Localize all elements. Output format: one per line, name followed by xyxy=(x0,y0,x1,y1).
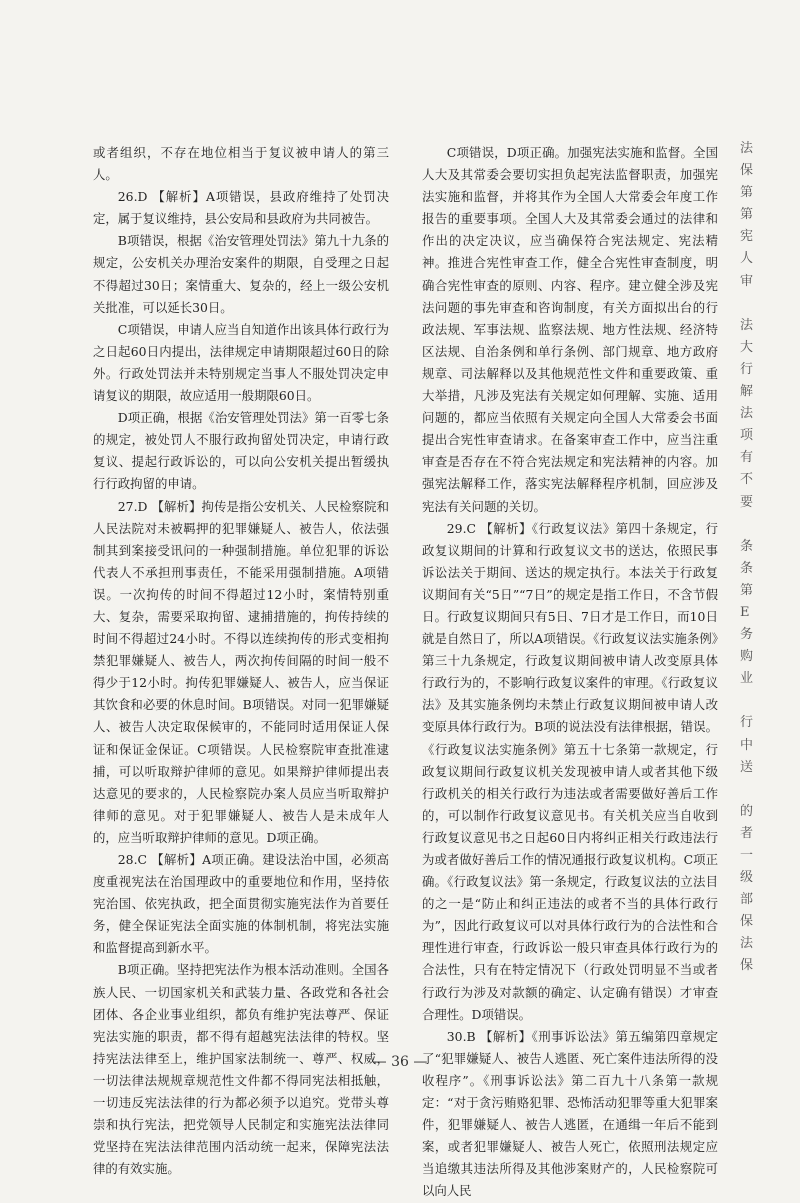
edge-glyph: 业 xyxy=(740,671,754,687)
edge-glyph xyxy=(740,514,780,536)
edge-glyph: 项 xyxy=(740,428,754,444)
edge-glyph: 部 xyxy=(740,892,754,908)
next-page-edge xyxy=(740,138,780,978)
edge-glyph: 务 xyxy=(740,627,754,643)
edge-glyph: 的 xyxy=(740,803,754,819)
edge-glyph: 保 xyxy=(740,914,754,930)
edge-glyph: 第 xyxy=(740,185,754,201)
edge-glyph: 宪 xyxy=(740,229,754,245)
paragraph: 27.D 【解析】拘传是指公安机关、人民检察院和人民法院对未被羁押的犯罪嫌疑人、被告人，依法强制其到案接受讯问的一种强制措施。单位犯罪的诉讼代表人不承担刑事责任，不能采用强制措施。A项错误。一次拘传的时间不得超过12小时，案情特别重大、复杂，需要采取拘留、逮捕措施的，拘传持续的时间不得超过24小时。不得以连续拘传的形式变相拘禁犯罪嫌疑人、被告人，两次拘传间隔的时间一般不得少于12小时。拘传犯罪嫌疑人、被告人，应当保证其饮食和必要的休息时间。B项错误。对同一犯罪嫌疑人、被告人决定取保候审的，不能同时适用保证人保证和保证金保证。C项错误。人民检察院审查批准逮捕，可以听取辩护律师的意见。如果辩护律师提出表达意见的要求的，人民检察院办案人员应当听取辩护律师的意见。对于犯罪嫌疑人、被告人是未成年人的，应当听取辩护律师的意见。D项正确。 xyxy=(93,498,389,845)
edge-glyph: 审 xyxy=(740,273,754,289)
paragraph: B项错误，根据《治安管理处罚法》第九十九条的规定，公安机关办理治安案件的期限，自受理之日起不得超过30日；案情重大、复杂的，经上一级公安机关批准，可以延长30日。 xyxy=(93,233,389,315)
paragraph: C项错误，D项正确。加强宪法实施和监督。全国人大及其常委会要切实担负起宪法监督职责，加强宪法实施和监督，并将其作为全国人大常委会年度工作报告的重要事项。全国人大及其常委会通过的法律和作出的决定决议，应当确保符合宪法规定、宪法精神。推进合宪性审查工作，健全合宪性审查制度，明确合宪性审查的原则、内容、程序。建立健全涉及宪法问题的事先审查和咨询制度，有关方面拟出台的行政法规、军事法规、监察法规、地方性法规、经济特区法规、自治条例和单行条例、部门规章、地方政府规章、司法解释以及其他规范性文件和重要政策、重大举措，凡涉及宪法有关规定如何理解、实施、适用问题的，都应当依照有关规定向全国人大常委会书面提出合宪性审查请求。在备案审查工作中，应当注重审查是否存在不符合宪法规定和宪法精神的内容。加强宪法解释工作，落实宪法解释程序机制，回应涉及宪法有关问题的关切。 xyxy=(422,145,718,514)
paragraph: B项正确。坚持把宪法作为根本活动准则。全国各族人民、一切国家机关和武装力量、各政党和各社会团体、各企业事业组织，都负有维护宪法尊严、保证宪法实施的职责，都不得有超越宪法法律的特权。坚持宪法法律至上，维护国家法制统一、尊严、权威，一切法律法规规章规范性文件都不得同宪法相抵触，一切违反宪法法律的行为都必须予以追究。党带头尊崇和执行宪法，把党领导人民制定和实施宪法法律同党坚持在宪法法律范围内活动统一起来，保障宪法法律的有效实施。 xyxy=(93,962,389,1177)
edge-glyph: 条 xyxy=(740,560,754,576)
edge-glyph: 送 xyxy=(740,759,754,775)
edge-glyph: 行 xyxy=(740,715,754,731)
edge-glyph: 级 xyxy=(740,870,754,886)
edge-glyph: 要 xyxy=(740,494,754,510)
edge-glyph xyxy=(740,690,780,712)
paragraph: 或者组织，不存在地位相当于复议被申请人的第三人。 xyxy=(93,145,389,183)
edge-glyph: 第 xyxy=(740,207,754,223)
edge-glyph: 解 xyxy=(740,384,754,400)
edge-glyph: 不 xyxy=(740,472,754,488)
paragraph: 26.D 【解析】A项错误，县政府维持了处罚决定，属于复议维持，县公安局和县政府为共同被告。 xyxy=(93,189,389,227)
left-column xyxy=(93,142,389,1180)
edge-glyph: 第 xyxy=(740,582,754,598)
edge-glyph: 条 xyxy=(740,538,754,554)
edge-glyph: 人 xyxy=(740,251,754,267)
right-column xyxy=(422,142,718,1203)
edge-glyph xyxy=(740,293,780,315)
edge-glyph: 法 xyxy=(740,406,754,422)
paragraph: 30.B 【解析】《刑事诉讼法》第五编第四章规定了“犯罪嫌疑人、被告人逃匿、死亡案件违法所得的没收程序”。《刑事诉讼法》第二百九十八条第一款规定：“对于贪污贿赂犯罪、恐怖活动犯罪等重大犯罪案件，犯罪嫌疑人、被告人逃匿，在通缉一年后不能到案，或者犯罪嫌疑人、被告人死亡，依照刑法规定应当追缴其违法所得及其他涉案财产的，人民检察院可以向人民 xyxy=(422,1028,718,1199)
edge-glyph: 一 xyxy=(740,848,754,863)
edge-glyph: 者 xyxy=(740,825,754,841)
edge-glyph: 保 xyxy=(740,958,754,974)
edge-glyph: 购 xyxy=(740,649,754,665)
paragraph: 29.C 【解析】《行政复议法》第四十条规定，行政复议期间的计算和行政复议文书的送达，依照民事诉讼法关于期间、送达的规定执行。本法关于行政复议期间有关“5日”“7日”的规定是指工作日，不含节假日。行政复议期间只有5日、7日才是工作日，而10日就是自然日了，所以A项错误。《行政复议法实施条例》第三十九条规定，行政复议期间被申请人改变原具体行政行为的，不影响行政复议案件的审理。《行政复议法》及其实施条例均未禁止行政复议期间被申请人改变原具体行政行为。B项的说法没有法律根据，错误。《行政复议法实施条例》第五十七条第一款规定，行政复议期间行政复议机关发现被申请人或者其他下级行政机关的相关行政行为违法或者需要做好善后工作的，可以制作行政复议意见书。有关机关应当自收到行政复议意见书之日起60日内将纠正相关行政违法行为或者做好善后工作的情况通报行政复议机构。C项正确。《行政复议法》第一条规定，行政复议法的立法目的之一是“防止和纠正违法的或者不当的具体行政行为”，因此行政复议可以对具体行政行为的合法性和合理性进行审查，行政诉讼一般只审查具体行政行为的合法性，只有在特定情况下（行政处罚明显不当或者行政行为涉及对款额的确定、认定确有错误）才审查合理性。D项错误。 xyxy=(422,520,718,1022)
edge-glyph: 保 xyxy=(740,163,754,179)
edge-glyph: E xyxy=(740,604,750,620)
edge-glyph: 法 xyxy=(740,141,754,156)
edge-glyph: 行 xyxy=(740,361,754,377)
edge-glyph: 法 xyxy=(740,936,754,952)
edge-glyph: 法 xyxy=(740,317,754,333)
paragraph: 28.C 【解析】A项正确。建设法治中国，必须高度重视宪法在治国理政中的重要地位和作用，坚持依宪治国、依宪执政，把全面贯彻实施宪法作为首要任务，健全保证宪法全面实施的体制机制，将宪法实施和监督提高到新水平。 xyxy=(93,852,389,956)
edge-glyph: 大 xyxy=(740,339,754,355)
page-number: — 36 — xyxy=(372,1054,428,1070)
edge-glyph: 中 xyxy=(740,737,754,753)
paragraph: C项错误，申请人应当自知道作出该具体行政行为之日起60日内提出，法律规定申请期限超过60日的除外。行政处罚法并未特别规定当事人不服处罚决定申请复议的期限，故应适用一般期限60日。 xyxy=(93,321,389,404)
edge-glyph xyxy=(740,779,780,801)
paragraph: D项正确，根据《治安管理处罚法》第一百零七条的规定，被处罚人不服行政拘留处罚决定，申请行政复议、提起行政诉讼的，可以向公安机关提出暂缓执行行政拘留的申请。 xyxy=(93,410,389,492)
edge-glyph: 有 xyxy=(740,450,754,466)
